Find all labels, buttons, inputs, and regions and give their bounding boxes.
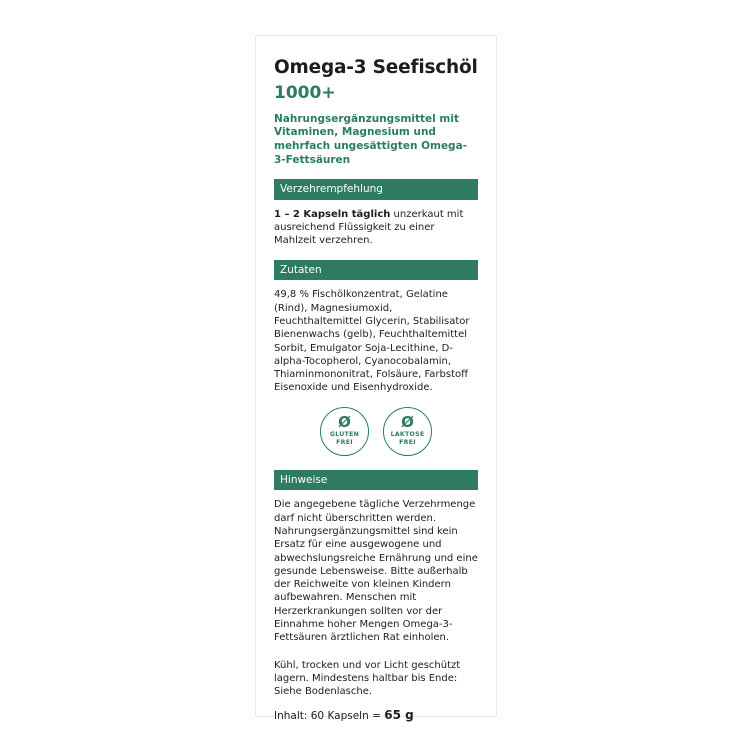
lactose-free-seal-line1: LAKTOSE	[390, 431, 425, 439]
page-title: Omega-3 Seefischöl	[274, 57, 478, 78]
certification-seals	[274, 407, 478, 456]
package-front-panel	[256, 36, 496, 723]
seal-slash-icon-2: Ø	[401, 413, 414, 432]
gluten-free-seal-icon	[320, 407, 369, 456]
notes-text: Die angegebene tägliche Verzehrmenge darf nicht überschritten werden. Nahrungsergänzungsmittel sind kein Ersatz für eine ausgewogene und abwechslungsreiche Ernährung und eine gesunde Lebensweise. Bitte außerhalb der Reichweite von kleinen Kindern aufbewahren. Menschen mit Herzerkrankungen sollten vor der Einnahme hoher Mengen Omega-3-Fettsäuren ärztlichen Rat einholen.	[274, 499, 478, 644]
contents-line	[274, 708, 478, 724]
section-heading-ingredients: Zutaten	[274, 260, 478, 281]
dosage-text	[274, 208, 478, 248]
lactose-free-seal-line2: FREI	[399, 439, 416, 447]
dosage-rest: unzerkaut mit ausreichend Flüssigkeit zu einer Mahlzeit verzehren.	[274, 208, 464, 247]
section-heading-notes: Hinweise	[274, 470, 478, 491]
contents-weight: 65 g	[384, 708, 414, 723]
section-heading-dosage: Verzehrempfehlung	[274, 179, 478, 200]
seal-slash-icon-1: Ø	[338, 413, 351, 432]
dosage-bold-lead: 1 – 2 Kapseln täglich	[274, 208, 391, 220]
storage-text: Kühl, trocken und vor Licht geschützt lagern. Mindestens haltbar bis Ende: Siehe Bodenlasche.	[274, 659, 461, 698]
gluten-free-seal-line2: FREI	[336, 439, 353, 447]
ingredients-text: 49,8 % Fischölkonzentrat, Gelatine (Rind), Magnesiumoxid, Feuchthaltemittel Glycerin, Stabilisator Bienenwachs (gelb), Feuchthaltemittel Sorbit, Emulgator Soja-Lecithine, D-alpha-Tocopherol, Cyanocobalamin, Thiaminmononitrat, Folsäure, Farbstoff Eisenoxide und Eisenhydroxide.	[274, 289, 470, 394]
contents-label: Inhalt: 60 Kapseln =	[274, 710, 385, 723]
lactose-free-seal-icon	[383, 407, 432, 456]
product-strength: 1000+	[274, 82, 336, 103]
product-descriptor: Nahrungsergänzungsmittel mit Vitaminen, Magnesium und mehrfach ungesättigten Omega-3-Fettsäuren	[274, 112, 468, 166]
gluten-free-seal-line1: GLUTEN	[329, 431, 360, 439]
product-package-panel	[255, 35, 497, 723]
